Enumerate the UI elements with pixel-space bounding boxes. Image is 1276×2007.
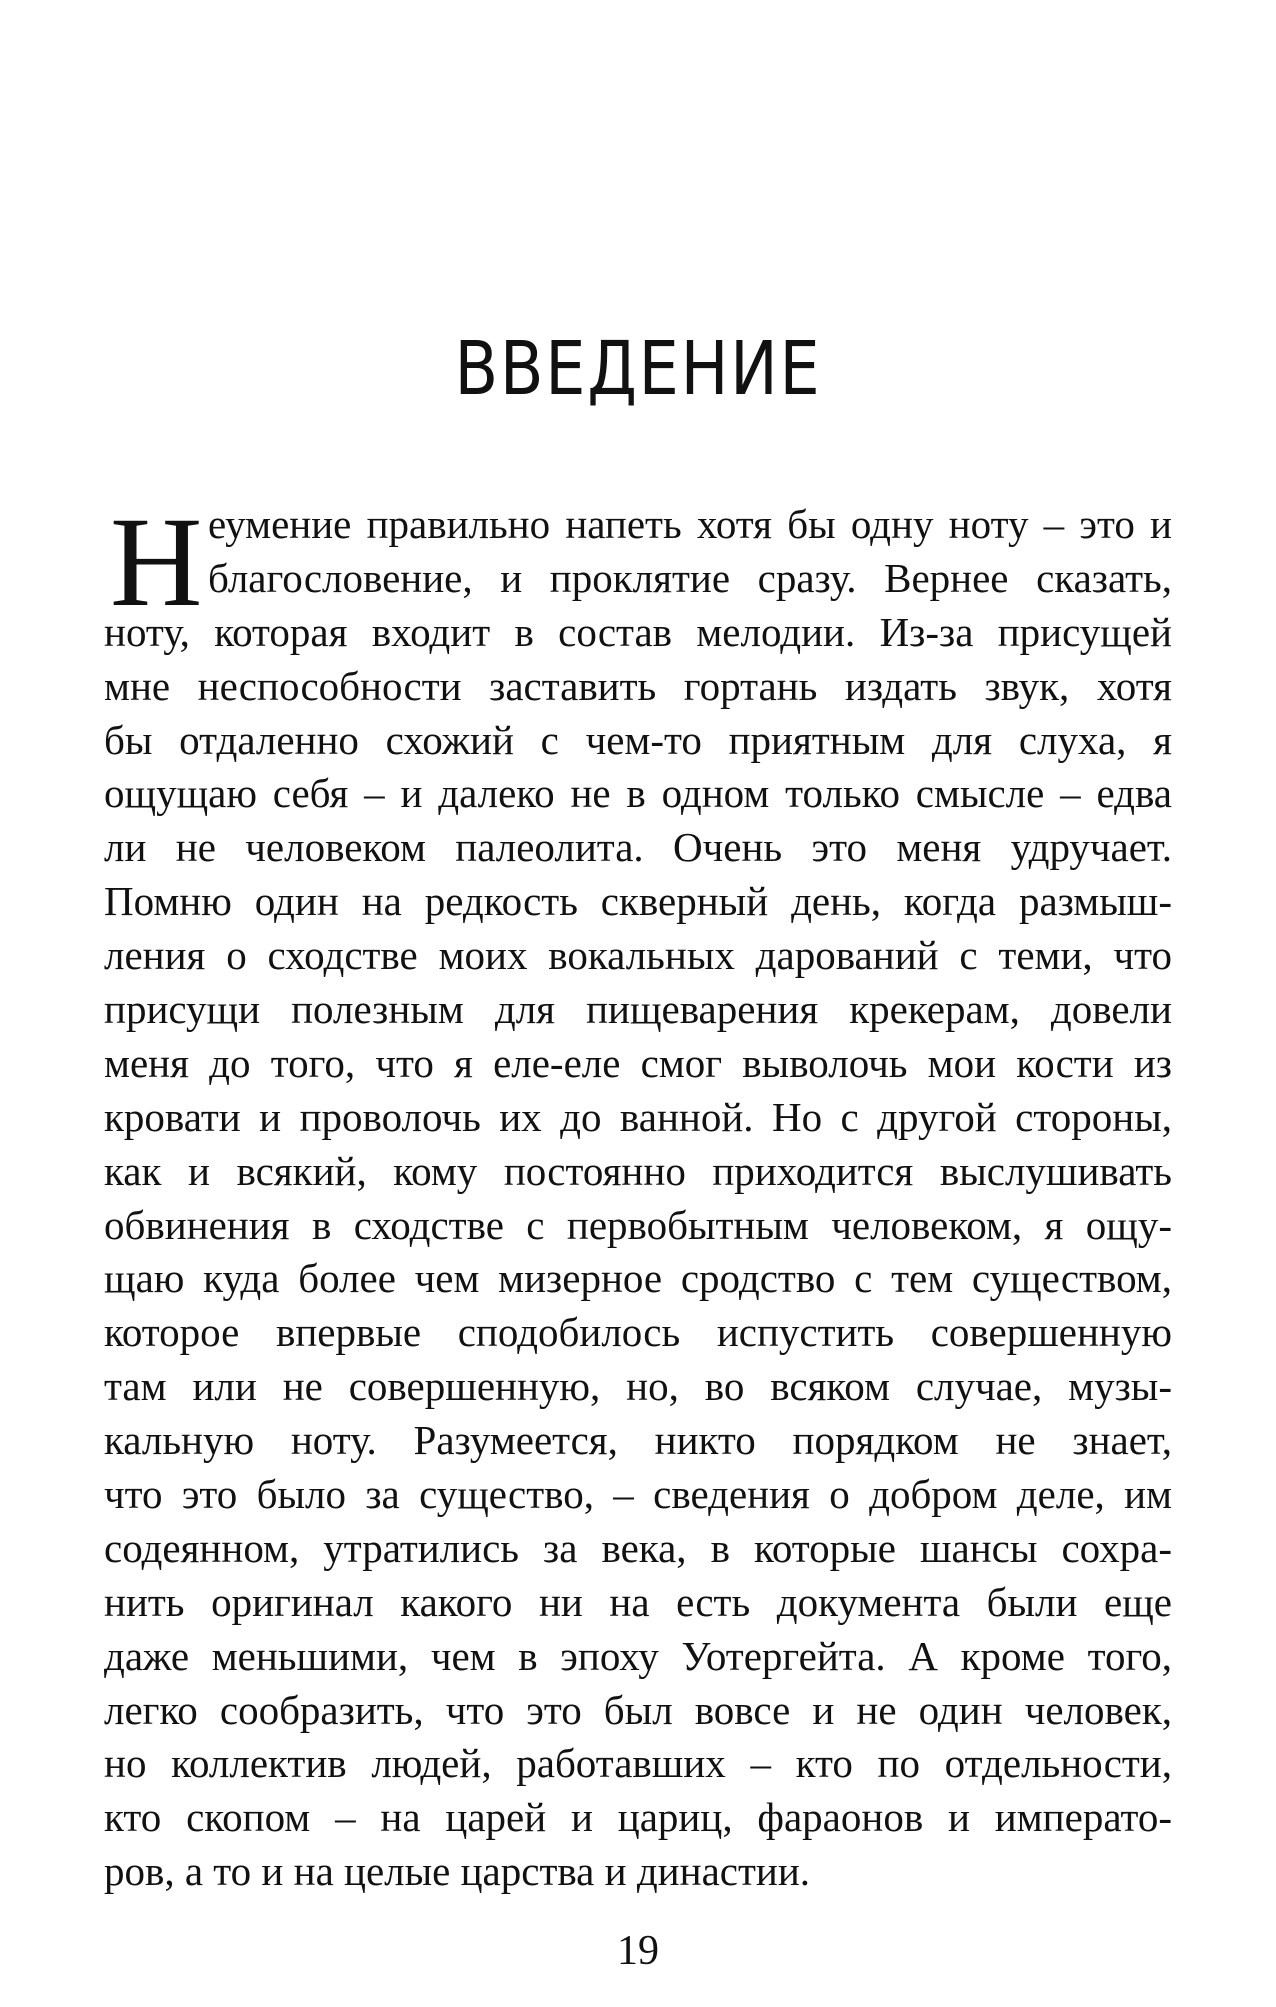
- text-line: мне неспособности заставить гортань издать звук, хотя: [104, 662, 1172, 709]
- drop-cap: Н: [110, 491, 203, 633]
- text-line: нить оригинал какого ни на есть документа были еще: [104, 1578, 1172, 1625]
- chapter-title: ВВЕДЕНИЕ: [454, 326, 822, 412]
- text-line: присущи полезным для пищеварения крекерам, довели: [104, 986, 1172, 1033]
- text-line: ли не человеком палеолита. Очень это меня удручает.: [104, 824, 1172, 871]
- text-line: даже меньшими, чем в эпоху Уотергейта. А кроме того,: [104, 1632, 1172, 1679]
- text-line: легко сообразить, что это был вовсе и не один человек,: [104, 1686, 1172, 1733]
- text-line: содеянном, утратились за века, в которые шансы сохра-: [104, 1524, 1172, 1571]
- text-line: бы отдаленно схожий с чем-то приятным для слуха, я: [104, 716, 1172, 763]
- page-number: 19: [617, 1928, 659, 1974]
- text-line: меня до того, что я еле-еле смог выволочь мои кости из: [104, 1039, 1172, 1086]
- text-line: там или не совершенную, но, во всяком случае, музы-: [104, 1363, 1172, 1410]
- text-line: щаю куда более чем мизерное сродство с тем существом,: [104, 1255, 1172, 1302]
- chapter-body: [104, 491, 1172, 1899]
- text-line: ощущаю себя – и далеко не в одном только смысле – едва: [104, 770, 1172, 817]
- text-line: кровати и проволочь их до ванной. Но с другой стороны,: [104, 1093, 1172, 1140]
- text-line: ров, а то и на целые царства и династии.: [104, 1848, 811, 1895]
- text-line: кальную ноту. Разумеется, никто порядком не знает,: [104, 1417, 1172, 1464]
- text-line: как и всякий, кому постоянно приходится выслушивать: [104, 1147, 1172, 1194]
- text-line: благословение, и проклятие сразу. Вернее сказать,: [208, 554, 1172, 601]
- text-line: обвинения в сходстве с первобытным человеком, я ощу-: [104, 1201, 1172, 1248]
- text-line: Помню один на редкость скверный день, когда размыш-: [104, 878, 1172, 925]
- text-line: что это было за существо, – сведения о добром деле, им: [104, 1471, 1172, 1518]
- text-line: еумение правильно напеть хотя бы одну ноту – это и: [208, 501, 1172, 547]
- text-line: ноту, которая входит в состав мелодии. Из-за присущей: [104, 608, 1172, 655]
- text-line: ления о сходстве моих вокальных дарований с теми, что: [104, 932, 1172, 979]
- text-line: которое впервые сподобилось испустить совершенную: [104, 1309, 1172, 1356]
- text-line: но коллектив людей, работавших – кто по отдельности,: [104, 1740, 1172, 1787]
- text-line: кто скопом – на царей и цариц, фараонов и императо-: [104, 1794, 1172, 1841]
